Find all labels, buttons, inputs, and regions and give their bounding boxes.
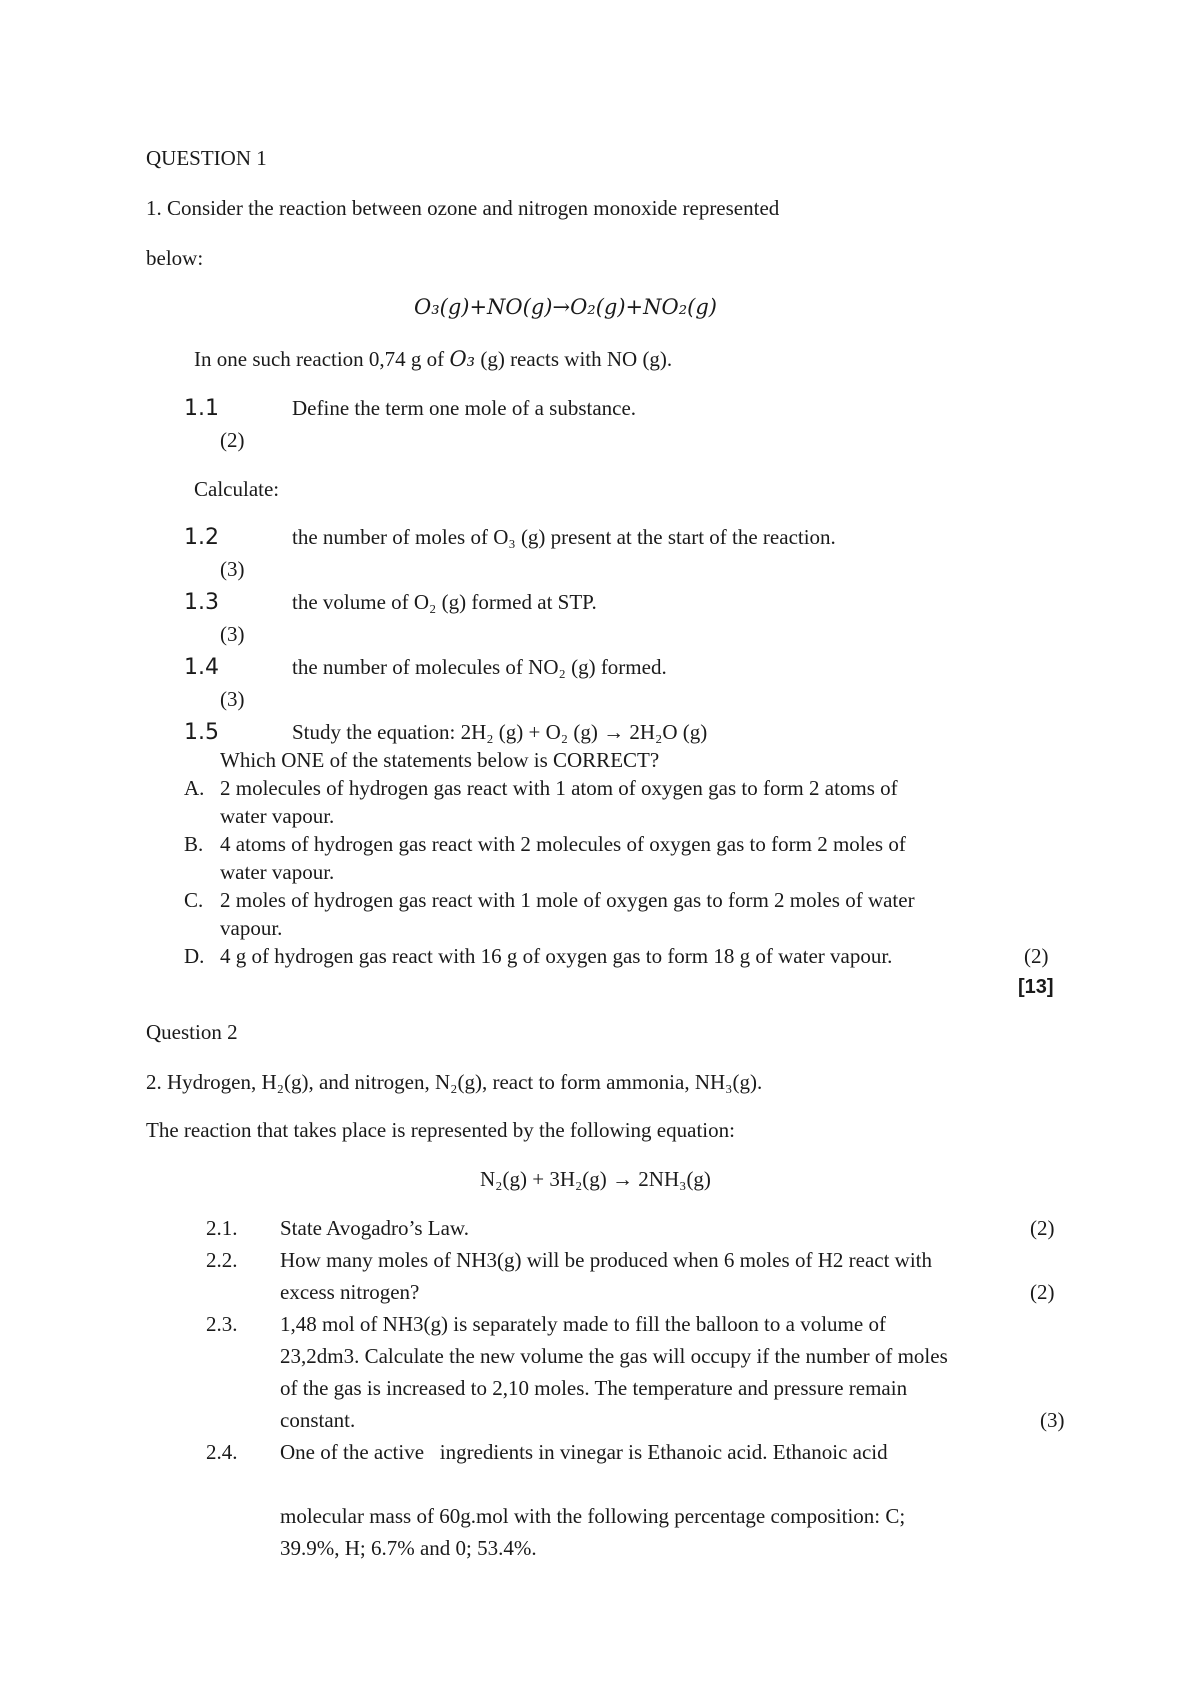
q1-option-text: 2 molecules of hydrogen gas react with 1 atom of oxygen gas to form 2 atoms of (220, 776, 898, 800)
q2-item-marks: (2) (1030, 1216, 1055, 1240)
q1-item-marks: (3) (220, 687, 245, 711)
q1-item-number: 1.1 (184, 396, 219, 421)
q1-item-text: the volume of O₂ (g) formed at STP. (292, 590, 597, 614)
q2-item-text: molecular mass of 60g.mol with the following percentage composition: C; (280, 1504, 906, 1528)
q2-item-text: 1,48 mol of NH3(g) is separately made to fill the balloon to a volume of (280, 1312, 886, 1336)
q2-item-marks: (2) (1030, 1280, 1055, 1304)
q1-heading: QUESTION 1 (146, 146, 267, 170)
q2-item-text: of the gas is increased to 2,10 moles. The temperature and pressure remain (280, 1376, 908, 1400)
q2-heading: Question 2 (146, 1020, 238, 1044)
q2-item-marks: (3) (1040, 1408, 1065, 1432)
q2-item-text: excess nitrogen? (280, 1280, 420, 1304)
q1-item-text: Define the term one mole of a substance. (292, 396, 637, 420)
q1-calculate-label: Calculate: (194, 477, 280, 501)
q2-item-text: constant. (280, 1408, 356, 1432)
q1-option-text: 4 atoms of hydrogen gas react with 2 molecules of oxygen gas to form 2 moles of (220, 832, 906, 856)
q2-item-text: 23,2dm3. Calculate the new volume the gas will occupy if the number of moles (280, 1344, 948, 1368)
q2-reaction-text: The reaction that takes place is represented by the following equation: (146, 1118, 735, 1142)
q2-item-number: 2.1. (206, 1216, 238, 1240)
q1-item-marks: (2) (220, 428, 245, 452)
q1-item-text: Study the equation: 2H₂ (g) + O₂ (g) → 2H₂O (g) (292, 720, 708, 744)
q1-item-text: the number of moles of O₃ (g) present at the start of the reaction. (292, 525, 836, 549)
q1-equation: O₃(g)+NO(g)→O₂(g)+NO₂(g) (414, 295, 717, 319)
q1-total-marks: [13] (1018, 976, 1054, 998)
q1-item-number: 1.2 (184, 525, 219, 550)
q1-mc-question: Which ONE of the statements below is CORRECT? (220, 748, 660, 772)
q1-option-text: water vapour. (220, 860, 335, 884)
q2-intro: 2. Hydrogen, H₂(g), and nitrogen, N₂(g), react to form ammonia, NH₃(g). (146, 1070, 763, 1094)
q1-item-marks: (3) (220, 557, 245, 581)
q1-option-text: vapour. (220, 916, 283, 940)
q1-item-text: the number of molecules of NO₂ (g) formed. (292, 655, 667, 679)
q1-item-number: 1.4 (184, 655, 219, 680)
q1-option-text: 4 g of hydrogen gas react with 16 g of oxygen gas to form 18 g of water vapour. (220, 944, 893, 968)
q1-item-number: 1.3 (184, 590, 219, 615)
q2-item-number: 2.2. (206, 1248, 238, 1272)
q1-given: In one such reaction 0,74 g of O₃ (g) reacts with NO (g). (194, 347, 673, 371)
q2-item-text: State Avogadro’s Law. (280, 1216, 469, 1240)
q1-option-letter: B. (184, 832, 204, 856)
q1-option-letter: C. (184, 888, 204, 912)
q1-item-marks: (3) (220, 622, 245, 646)
q1-option-text: 2 moles of hydrogen gas react with 1 mole of oxygen gas to form 2 moles of water (220, 888, 915, 912)
q1-intro-line1: 1. Consider the reaction between ozone and nitrogen monoxide represented (146, 196, 780, 220)
q1-option-letter: D. (184, 944, 205, 968)
q2-equation: N₂(g) + 3H₂(g) → 2NH₃(g) (480, 1167, 711, 1191)
q1-intro-line2: below: (146, 246, 204, 270)
q2-item-text: How many moles of NH3(g) will be produced when 6 moles of H2 react with (280, 1248, 933, 1272)
q1-option-text: water vapour. (220, 804, 335, 828)
q1-option-marks: (2) (1024, 944, 1049, 968)
q2-item-text: 39.9%, H; 6.7% and 0; 53.4%. (280, 1536, 537, 1560)
q1-item-number: 1.5 (184, 720, 219, 745)
q1-option-letter: A. (184, 776, 205, 800)
q2-item-text: One of the active ingredients in vinegar is Ethanoic acid. Ethanoic acid (280, 1440, 888, 1464)
q2-item-number: 2.4. (206, 1440, 238, 1464)
q2-item-number: 2.3. (206, 1312, 238, 1336)
